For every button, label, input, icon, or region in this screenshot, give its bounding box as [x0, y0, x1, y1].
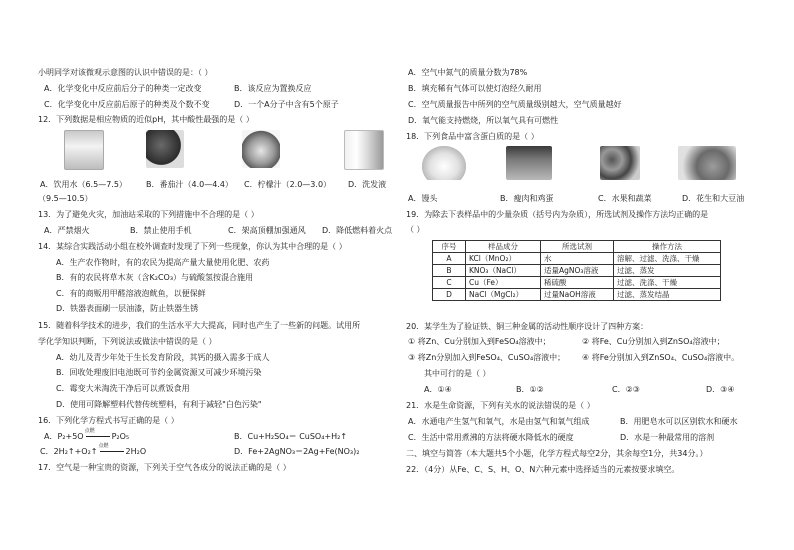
table-cell: KCl（MnO₂） [466, 253, 541, 265]
table-header: 操作方法 [614, 241, 721, 253]
water-bottle-image [64, 130, 104, 170]
q16-stem: 16．下列化学方程式书写正确的是（ ） [38, 416, 179, 425]
q18-option-a: A．馒头 [408, 194, 438, 203]
q17-option-c: C．空气质量报告中所列的空气质量级别越大，空气质量越好 [408, 100, 622, 109]
q16-c-right: 2H₂O [125, 447, 147, 456]
q15-option-c: C．霉变大米淘洗干净后可以煮饭食用 [56, 384, 190, 393]
q17-option-b: B．填充稀有气体可以使灯泡经久耐用 [408, 84, 542, 93]
q19-stem: 19．为除去下表样品中的少量杂质（括号内为杂质），所选试剂及操作方法均正确的是 [406, 210, 709, 219]
q12-option-a: A．饮用水（6.5—7.5） [40, 180, 127, 189]
table-cell: KNO₃（NaCl） [466, 265, 541, 277]
meat-image [506, 146, 552, 180]
q18-option-c: C．水果和蔬菜 [598, 194, 652, 203]
table-cell: 稀硫酸 [541, 277, 614, 289]
table-header: 所选试剂 [541, 241, 614, 253]
q14-option-a: A．生产农作物时，有的农民为提高产量大量使用化肥、农药 [56, 258, 270, 267]
q12-option-b: B．番茄汁（4.0—4.4） [146, 180, 233, 189]
table-cell: 过滤、洗涤、干燥 [614, 277, 721, 289]
impurity-table [432, 240, 721, 301]
peanut-oil-image [678, 146, 736, 180]
q19-answer-paren: （ ） [406, 225, 425, 234]
q17-option-d: D．氧气能支持燃烧，所以氧气具有可燃性 [408, 116, 559, 125]
q12-stem: 12．下列数据是相应物质的近似pH，其中酸性最强的是（ ） [38, 115, 254, 124]
table-row [433, 289, 721, 301]
q12-option-d-range: （9.5—10.5） [38, 194, 93, 203]
q20-option-c: C．②③ [612, 385, 640, 394]
table-cell: NaCl（MgCl₂） [466, 289, 541, 301]
q20-scheme-1: ① 将Zn、Cu分别加入到FeSO₄溶液中； [408, 337, 551, 346]
q13-stem: 13．为了避免火灾，加油站采取的下列措施中不合理的是（ ） [38, 210, 259, 219]
q16-c-left: C．2H₂↑+O₂↑ [40, 447, 98, 456]
q20-scheme-4: ④ 将Fe分别加入到ZnSO₄、CuSO₄溶液中。 [582, 353, 740, 362]
q16-option-d: D．Fe+2AgNO₃＝2Ag+Fe(NO₃)₂ [234, 447, 360, 456]
table-row [433, 253, 721, 265]
reaction-condition: 点燃 [84, 428, 95, 434]
q20-scheme-2: ② 将Fe、Cu分别加入到ZnSO₄溶液中； [582, 337, 725, 346]
q13-option-d: D．降低燃料着火点 [322, 226, 393, 235]
q22-stem: 22．（4分）从Fe、C、S、H、O、N六种元素中选择适当的元素按要求填空。 [406, 465, 680, 474]
table-cell: 过量NaOH溶液 [541, 289, 614, 301]
tomato-image [146, 130, 184, 168]
eggs-image [422, 146, 466, 180]
q20-option-a: A．①④ [424, 385, 452, 394]
shampoo-image [344, 130, 384, 170]
q17-option-a: A．空气中氮气的质量分数为78% [408, 68, 528, 77]
q20-option-d: D．③④ [706, 385, 735, 394]
table-cell: 过滤、蒸发 [614, 265, 721, 277]
table-header: 序号 [433, 241, 466, 253]
q17-stem: 17．空气是一种宝贵的资源，下列关于空气各成分的说法正确的是（ ） [38, 463, 291, 472]
q21-option-c: C．生活中常用煮沸的方法将硬水降低水的硬度 [408, 433, 574, 442]
table-cell: A [433, 253, 466, 265]
q11-option-c: C．化学变化中反应前后原子的种类及个数不变 [44, 100, 210, 109]
reaction-arrow [98, 443, 126, 457]
q20-stem: 20．某学生为了验证铁、铜三种金属的活动性顺序设计了四种方案： [406, 322, 649, 331]
table-cell: 适量AgNO₃溶液 [541, 265, 614, 277]
q21-option-a: A．水通电产生氢气和氧气，水是由氢气和氧气组成 [408, 417, 590, 426]
table-cell: 过滤、蒸发结晶 [614, 289, 721, 301]
lemon-image [242, 130, 280, 168]
q21-option-b: B．用肥皂水可以区别软水和硬水 [620, 417, 738, 426]
q16-option-c [40, 443, 147, 457]
q20-ask: 其中可行的是（ ） [424, 369, 491, 378]
q11-option-d: D．一个A分子中含有5个原子 [234, 100, 339, 109]
q13-option-c: C．架高顶棚加强通风 [228, 226, 306, 235]
table-row [433, 265, 721, 277]
q20-option-b: B．①② [516, 385, 544, 394]
q20-scheme-3: ③ 将Zn分别加入到FeSO₄、CuSO₄溶液中； [408, 353, 566, 362]
q14-option-c: C．有的商贩用甲醛溶液泡鱿鱼，以便保鲜 [56, 289, 206, 298]
q12-option-c: C．柠檬汁（2.0—3.0） [244, 180, 332, 189]
table-cell: D [433, 289, 466, 301]
q16-option-a [44, 428, 130, 442]
table-cell: B [433, 265, 466, 277]
q14-option-b: B．有的农民将草木灰（含K₂CO₃）与硫酸氢按混合施用 [56, 273, 254, 282]
table-cell: 水 [541, 253, 614, 265]
q15-stem-2: 学化学知识判断，下列说法或做法中错误的是（ ） [38, 337, 217, 346]
q11-intro: 小明同学对该微观示意图的认识中错误的是：（ ） [38, 68, 213, 77]
fruit-vegetable-image [600, 146, 640, 180]
q15-option-d: D．使用可降解塑料代替传统塑料，有利于减轻"白色污染" [56, 400, 262, 409]
q18-stem: 18．下列食品中富含蛋白质的是（ ） [406, 132, 539, 141]
q16-a-right: P₂O₅ [111, 432, 130, 441]
table-cell: C [433, 277, 466, 289]
q13-option-a: A．严禁烟火 [44, 226, 90, 235]
q14-stem: 14．某综合实践活动小组在校外调查时发现了下列一些现象，你认为其中合理的是（ ） [38, 242, 347, 251]
q15-option-a: A．幼儿及青少年处于生长发育阶段，其钙的摄入需多于成人 [56, 353, 270, 362]
q21-stem: 21．水是生命资源，下列有关水的说法错误的是（ ） [406, 401, 595, 410]
q18-option-d: D．花生和大豆油 [682, 194, 745, 203]
q16-option-b: B．Cu+H₂SO₄＝ CuSO₄+H₂↑ [234, 432, 348, 441]
q15-stem: 15．随着科学技术的进步，我们的生活水平大大提高，同时也产生了一些新的问题。试用所 [38, 321, 361, 330]
q11-option-b: B．该反应为置换反应 [234, 84, 312, 93]
q12-option-d: D．洗发液 [348, 180, 387, 189]
q13-option-b: B．禁止使用手机 [130, 226, 192, 235]
table-header-row [433, 241, 721, 253]
reaction-condition: 点燃 [98, 443, 109, 449]
table-header: 样品成分 [466, 241, 541, 253]
table-cell: 溶解、过滤、洗涤、干燥 [614, 253, 721, 265]
table-row [433, 277, 721, 289]
q11-option-a: A．化学变化中反应前后分子的种类一定改变 [44, 84, 202, 93]
q21-option-d: D．水是一种最常用的溶剂 [620, 433, 715, 442]
q14-option-d: D．铁器表面刷一层油漆，防止铁器生锈 [56, 304, 199, 313]
q16-a-left: A．P₂+5O [44, 432, 84, 441]
q15-option-b: B．回收处理废旧电池既可节约金属资源又可减少环境污染 [56, 368, 262, 377]
section-2-heading: 二、填空与简答（本大题共5个小题，化学方程式每空2分，其余每空1分，共34分。） [406, 449, 708, 458]
table-cell: Cu（Fe） [466, 277, 541, 289]
q18-option-b: B．瘦肉和鸡蛋 [500, 194, 554, 203]
